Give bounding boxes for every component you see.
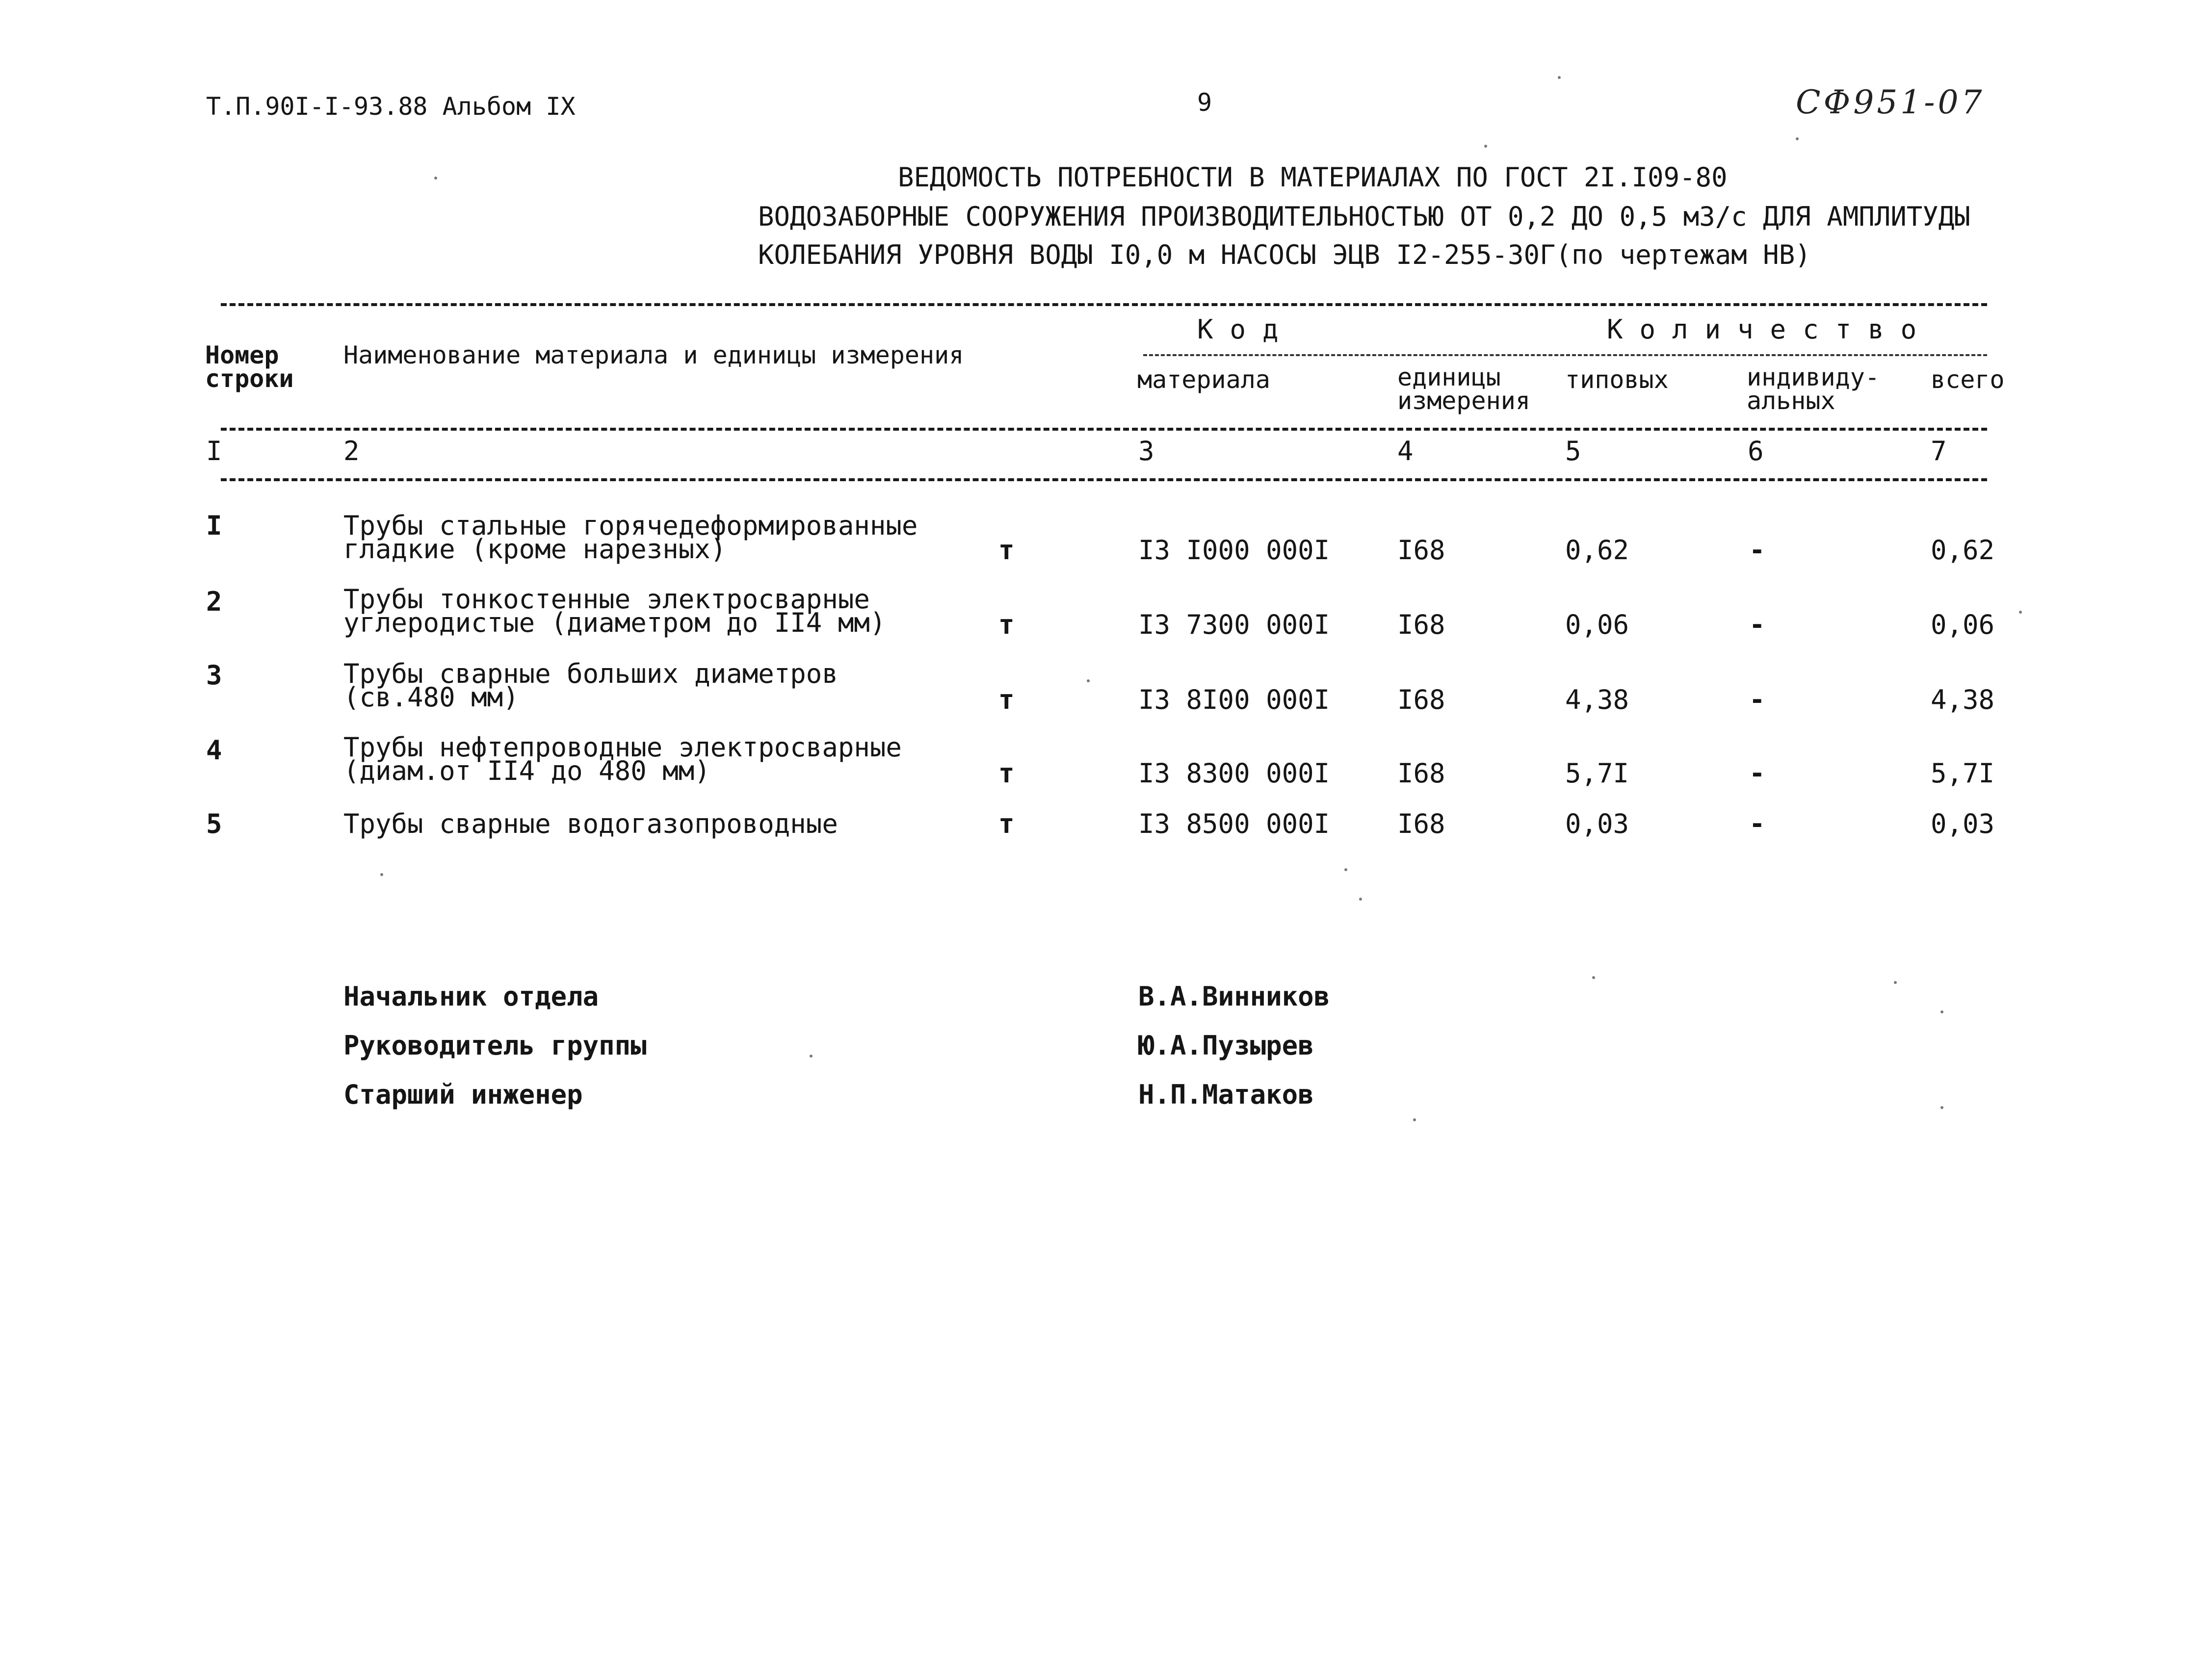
individual-qty: - bbox=[1749, 535, 1765, 566]
unit-letter: т bbox=[998, 609, 1015, 640]
scan-speck bbox=[1796, 137, 1799, 140]
material-name: Трубы нефтепроводные электросварные (диам.от II4 до 480 мм) bbox=[343, 732, 902, 786]
typical-qty: 0,62 bbox=[1565, 535, 1629, 566]
header-group-rule bbox=[1143, 354, 1987, 356]
unit-code: I68 bbox=[1397, 535, 1445, 566]
table-top-rule bbox=[221, 303, 1987, 306]
unit-letter: т bbox=[998, 758, 1015, 789]
material-name: Трубы сварные водогазопроводные bbox=[343, 808, 838, 839]
column-number-1: I bbox=[206, 436, 222, 466]
material-name: Трубы сварные больших диаметров (св.480 мм) bbox=[343, 658, 838, 713]
signature-name: Н.П.Матаков bbox=[1138, 1079, 1314, 1110]
header-material-code: материала bbox=[1137, 365, 1270, 394]
signature-name: В.А.Винников bbox=[1138, 981, 1330, 1012]
column-numbers-rule bbox=[221, 478, 1987, 481]
header-material-name: Наименование материала и единицы измерения bbox=[343, 341, 964, 369]
individual-qty: - bbox=[1749, 609, 1765, 640]
scan-speck bbox=[1592, 976, 1595, 979]
document-reference: Т.П.90I-I-93.88 Альбом IX bbox=[206, 92, 576, 121]
material-code: I3 8I00 000I bbox=[1138, 684, 1330, 715]
individual-qty: - bbox=[1749, 808, 1765, 839]
row-number: 5 bbox=[206, 808, 222, 839]
typical-qty: 0,06 bbox=[1565, 609, 1629, 640]
material-code: I3 7300 000I bbox=[1138, 609, 1330, 640]
unit-code: I68 bbox=[1397, 684, 1445, 715]
unit-code: I68 bbox=[1397, 808, 1445, 839]
typical-qty: 0,03 bbox=[1565, 808, 1629, 839]
header-total: всего bbox=[1931, 365, 2005, 394]
title-line-2: ВОДОЗАБОРНЫЕ СООРУЖЕНИЯ ПРОИЗВОДИТЕЛЬНОСТЬЮ ОТ 0,2 ДО 0,5 м3/с ДЛЯ АМПЛИТУДЫ bbox=[758, 201, 1970, 232]
scan-speck bbox=[810, 1055, 813, 1058]
page-number: 9 bbox=[1197, 88, 1212, 117]
column-number-6: 6 bbox=[1748, 436, 1764, 466]
scan-speck bbox=[1940, 1106, 1943, 1109]
scan-speck bbox=[1940, 1010, 1943, 1013]
header-quantity-group: Количество bbox=[1607, 314, 1934, 345]
material-code: I3 8500 000I bbox=[1138, 808, 1330, 839]
individual-qty: - bbox=[1749, 758, 1765, 789]
header-typical: типовых bbox=[1565, 365, 1669, 394]
unit-letter: т bbox=[998, 684, 1015, 715]
scan-speck bbox=[2019, 611, 2022, 614]
unit-code: I68 bbox=[1397, 609, 1445, 640]
signature-role: Начальник отдела bbox=[343, 981, 599, 1012]
column-number-7: 7 bbox=[1931, 436, 1947, 466]
unit-letter: т bbox=[998, 535, 1015, 566]
typical-qty: 4,38 bbox=[1565, 684, 1629, 715]
scan-speck bbox=[1413, 1118, 1416, 1121]
header-row-number: Номер строки bbox=[205, 341, 294, 393]
unit-letter: т bbox=[998, 808, 1015, 839]
scan-speck bbox=[1087, 679, 1090, 682]
signature-role: Старший инженер bbox=[343, 1079, 583, 1110]
total-qty: 4,38 bbox=[1931, 684, 1995, 715]
row-number: I bbox=[206, 510, 222, 541]
scan-speck bbox=[1344, 868, 1347, 871]
header-bottom-rule bbox=[221, 428, 1987, 431]
handwritten-archive-code: СФ951-07 bbox=[1796, 83, 1985, 121]
individual-qty: - bbox=[1749, 684, 1765, 715]
signature-role: Руководитель группы bbox=[343, 1030, 647, 1061]
total-qty: 0,03 bbox=[1931, 808, 1995, 839]
column-number-4: 4 bbox=[1397, 436, 1414, 466]
scan-speck bbox=[434, 177, 437, 180]
scan-speck bbox=[1558, 76, 1561, 79]
title-line-1: ВЕДОМОСТЬ ПОТРЕБНОСТИ В МАТЕРИАЛАХ ПО ГОСТ 2I.I09-80 bbox=[898, 162, 1728, 193]
scan-speck bbox=[1484, 145, 1487, 148]
header-code-group: Код bbox=[1197, 314, 1295, 345]
material-name: Трубы стальные горячедеформированные гладкие (кроме нарезных) bbox=[343, 510, 918, 565]
scan-speck bbox=[380, 873, 383, 876]
signature-name: Ю.А.Пузырев bbox=[1138, 1030, 1314, 1061]
row-number: 4 bbox=[206, 735, 222, 766]
scan-speck bbox=[1359, 898, 1362, 901]
total-qty: 0,06 bbox=[1931, 609, 1995, 640]
material-name: Трубы тонкостенные электросварные углеродистые (диаметром до II4 мм) bbox=[343, 584, 886, 638]
total-qty: 5,7I bbox=[1931, 758, 1995, 789]
typical-qty: 5,7I bbox=[1565, 758, 1629, 789]
header-unit-code: единицы измерения bbox=[1397, 363, 1530, 415]
scan-speck bbox=[1894, 981, 1897, 984]
unit-code: I68 bbox=[1397, 758, 1445, 789]
header-individual: индивиду- альных bbox=[1747, 363, 1880, 415]
title-line-3: КОЛЕБАНИЯ УРОВНЯ ВОДЫ I0,0 м НАСОСЫ ЭЦВ I2-255-30Г(по чертежам НВ) bbox=[758, 239, 1811, 270]
material-code: I3 I000 000I bbox=[1138, 535, 1330, 566]
column-number-5: 5 bbox=[1565, 436, 1581, 466]
total-qty: 0,62 bbox=[1931, 535, 1995, 566]
column-number-3: 3 bbox=[1138, 436, 1154, 466]
row-number: 2 bbox=[206, 586, 222, 617]
column-number-2: 2 bbox=[343, 436, 360, 466]
material-code: I3 8300 000I bbox=[1138, 758, 1330, 789]
row-number: 3 bbox=[206, 660, 222, 691]
